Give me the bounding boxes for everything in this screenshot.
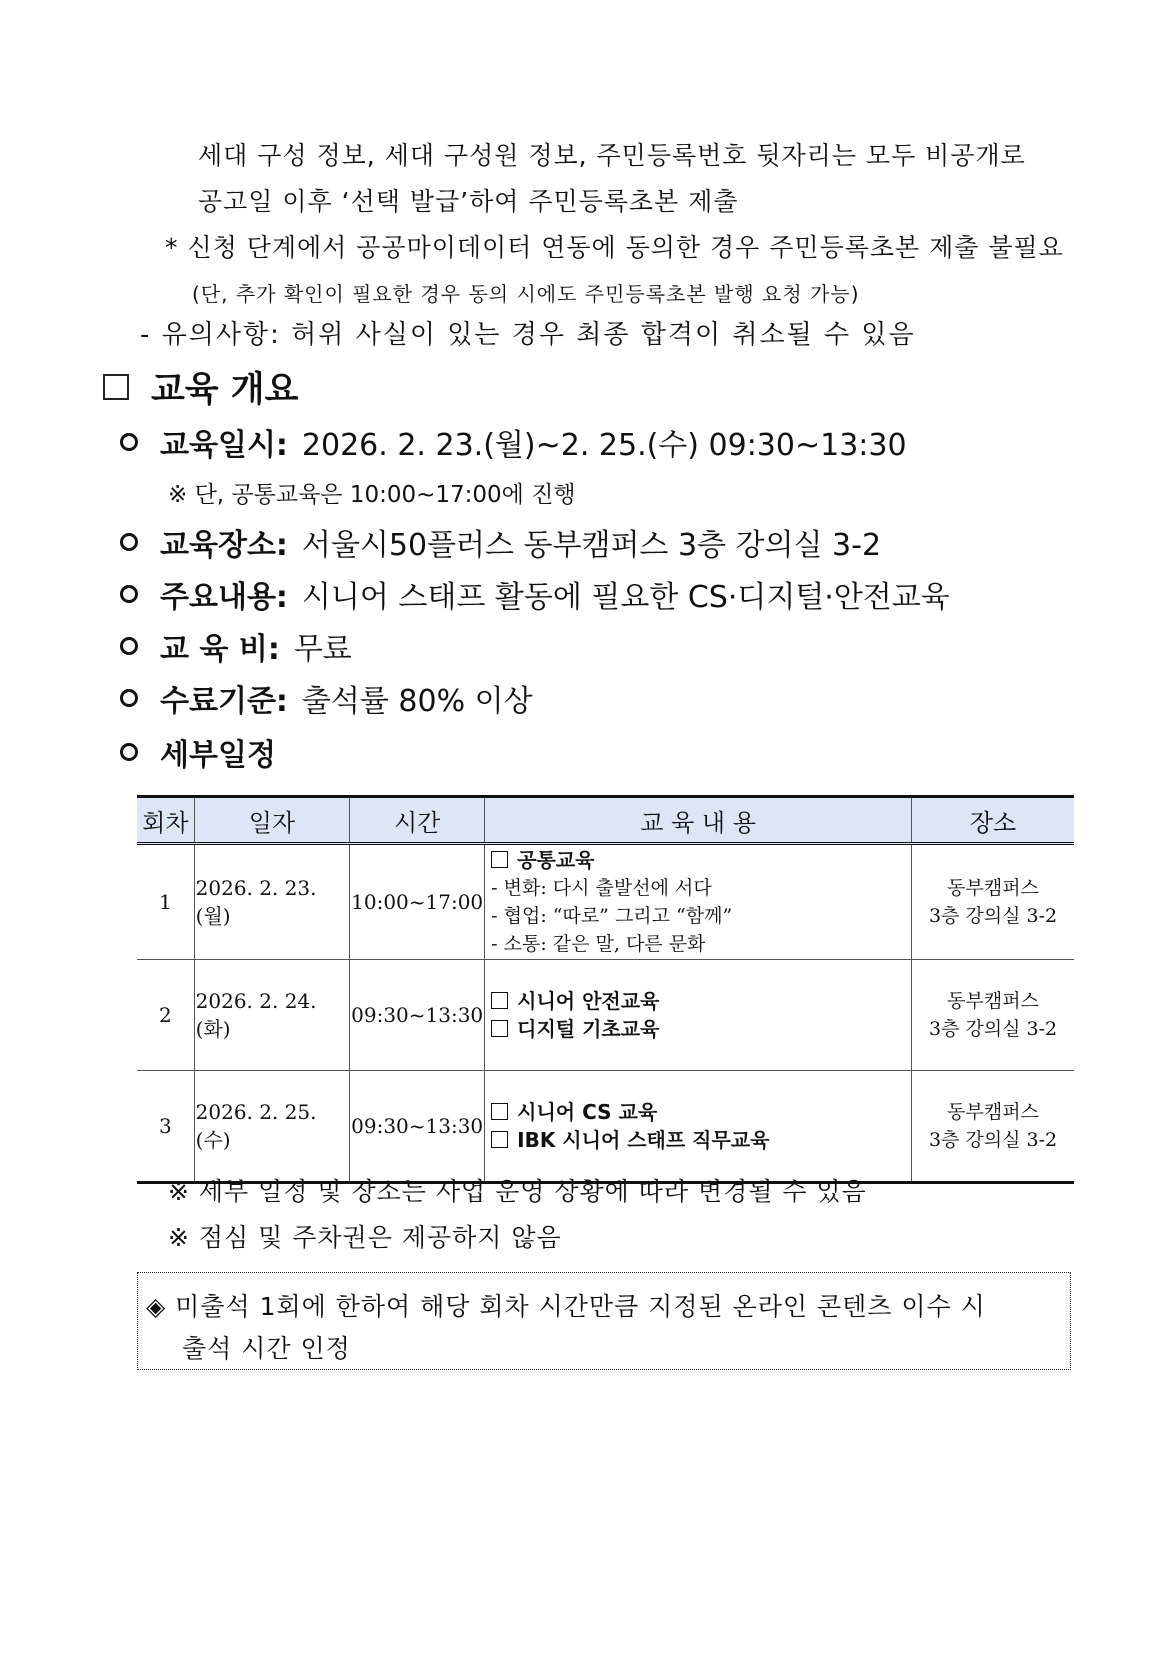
cell-round: 2	[137, 960, 194, 1071]
header-round: 회차	[137, 797, 194, 844]
item-value: 출석률 80% 이상	[301, 684, 533, 719]
section-title: 교육 개요	[151, 370, 299, 410]
content-sub: - 협업: “따로” 그리고 “함께”	[491, 905, 733, 927]
cell-place	[912, 844, 1074, 960]
notice-line-1: ◈ 미출석 1회에 한하여 해당 회차 시간만큼 지정된 온라인 콘텐츠 이수 시	[146, 1292, 986, 1321]
item-label: 교 육 비:	[160, 632, 280, 667]
cell-date: 2026. 2. 25.(수)	[194, 1071, 349, 1183]
schedule-table	[137, 795, 1074, 1184]
notice-box	[137, 1272, 1071, 1370]
item-label: 교육일시:	[160, 428, 288, 463]
item-schedule	[120, 730, 276, 774]
item-label: 세부일정	[160, 738, 276, 773]
item-place	[120, 520, 881, 564]
cell-place	[912, 960, 1074, 1071]
circle-bullet-icon	[120, 533, 138, 551]
content-head	[491, 1126, 910, 1154]
content-head	[491, 1098, 910, 1126]
checkbox-icon	[491, 1020, 508, 1037]
content-sub: - 변화: 다시 출발선에 서다	[491, 877, 712, 899]
cell-time: 10:00~17:00	[350, 844, 485, 960]
header-content: 교 육 내 용	[485, 797, 912, 844]
table-row	[137, 844, 1074, 960]
cell-place	[912, 1071, 1074, 1183]
intro-line-2: 공고일 이후 ‘선택 발급’하여 주민등록초본 제출	[198, 187, 739, 216]
item-value: 2026. 2. 23.(월)~2. 25.(수) 09:30~13:30	[301, 428, 907, 463]
item-label: 수료기준:	[160, 684, 288, 719]
checkbox-icon	[491, 851, 508, 868]
circle-bullet-icon	[120, 689, 138, 707]
item-value: 시니어 스태프 활동에 필요한 CS·디지털·안전교육	[301, 580, 950, 615]
note-schedule-change: ※ 세부 일정 및 장소는 사업 운영 상황에 따라 변경될 수 있음	[168, 1177, 867, 1206]
content-head	[491, 846, 910, 874]
place-room: 3층 강의실 3-2	[928, 1129, 1058, 1151]
content-head	[491, 1015, 910, 1043]
item-value: 무료	[293, 632, 352, 667]
place-room: 3층 강의실 3-2	[928, 1018, 1058, 1040]
circle-bullet-icon	[120, 585, 138, 603]
intro-line-1: 세대 구성 정보, 세대 구성원 정보, 주민등록번호 뒷자리는 모두 비공개로	[198, 141, 1026, 170]
header-date: 일자	[194, 797, 349, 844]
place-campus: 동부캠퍼스	[947, 990, 1039, 1012]
item-date	[120, 420, 907, 464]
item-fee	[120, 624, 352, 668]
notice-line-2: 출석 시간 인정	[182, 1334, 351, 1363]
checkbox-icon	[491, 1103, 508, 1120]
cell-round: 3	[137, 1071, 194, 1183]
place-campus: 동부캠퍼스	[947, 877, 1039, 899]
content-head-text: 공통교육	[517, 848, 595, 872]
cell-round: 1	[137, 844, 194, 960]
item-criteria	[120, 676, 533, 720]
cell-date: 2026. 2. 24.(화)	[194, 960, 349, 1071]
caution-note: - 유의사항: 허위 사실이 있는 경우 최종 합격이 취소될 수 있음	[140, 320, 916, 350]
cell-content	[485, 960, 912, 1071]
date-note: ※ 단, 공통교육은 10:00~17:00에 진행	[168, 482, 576, 508]
checkbox-icon	[491, 1131, 508, 1148]
table-row	[137, 1071, 1074, 1183]
table-header-row	[137, 797, 1074, 844]
circle-bullet-icon	[120, 637, 138, 655]
header-place: 장소	[912, 797, 1074, 844]
checkbox-icon	[491, 992, 508, 1009]
place-room: 3층 강의실 3-2	[928, 905, 1058, 927]
content-head	[491, 987, 910, 1015]
table-row	[137, 960, 1074, 1071]
content-sub: - 소통: 같은 말, 다른 문화	[491, 933, 706, 955]
circle-bullet-icon	[120, 743, 138, 761]
item-label: 교육장소:	[160, 528, 288, 563]
item-label: 주요내용:	[160, 580, 288, 615]
section-heading	[103, 362, 298, 412]
square-icon	[103, 374, 129, 400]
cell-time: 09:30~13:30	[350, 960, 485, 1071]
content-head-text: IBK 시니어 스태프 직무교육	[517, 1128, 770, 1152]
star-note: * 신청 단계에서 공공마이데이터 연동에 동의한 경우 주민등록초본 제출 불필요	[165, 233, 1064, 262]
paren-note: (단, 추가 확인이 필요한 경우 동의 시에도 주민등록초본 발행 요청 가능)	[192, 282, 860, 306]
circle-bullet-icon	[120, 433, 138, 451]
content-head-text: 시니어 안전교육	[517, 989, 660, 1013]
header-time: 시간	[350, 797, 485, 844]
item-value: 서울시50플러스 동부캠퍼스 3층 강의실 3-2	[301, 528, 882, 563]
item-content	[120, 572, 950, 616]
cell-time: 09:30~13:30	[350, 1071, 485, 1183]
content-head-text: 시니어 CS 교육	[517, 1100, 658, 1124]
cell-date: 2026. 2. 23.(월)	[194, 844, 349, 960]
cell-content	[485, 1071, 912, 1183]
cell-content	[485, 844, 912, 960]
note-lunch-parking: ※ 점심 및 주차권은 제공하지 않음	[168, 1223, 562, 1252]
place-campus: 동부캠퍼스	[947, 1101, 1039, 1123]
content-head-text: 디지털 기초교육	[517, 1017, 660, 1041]
